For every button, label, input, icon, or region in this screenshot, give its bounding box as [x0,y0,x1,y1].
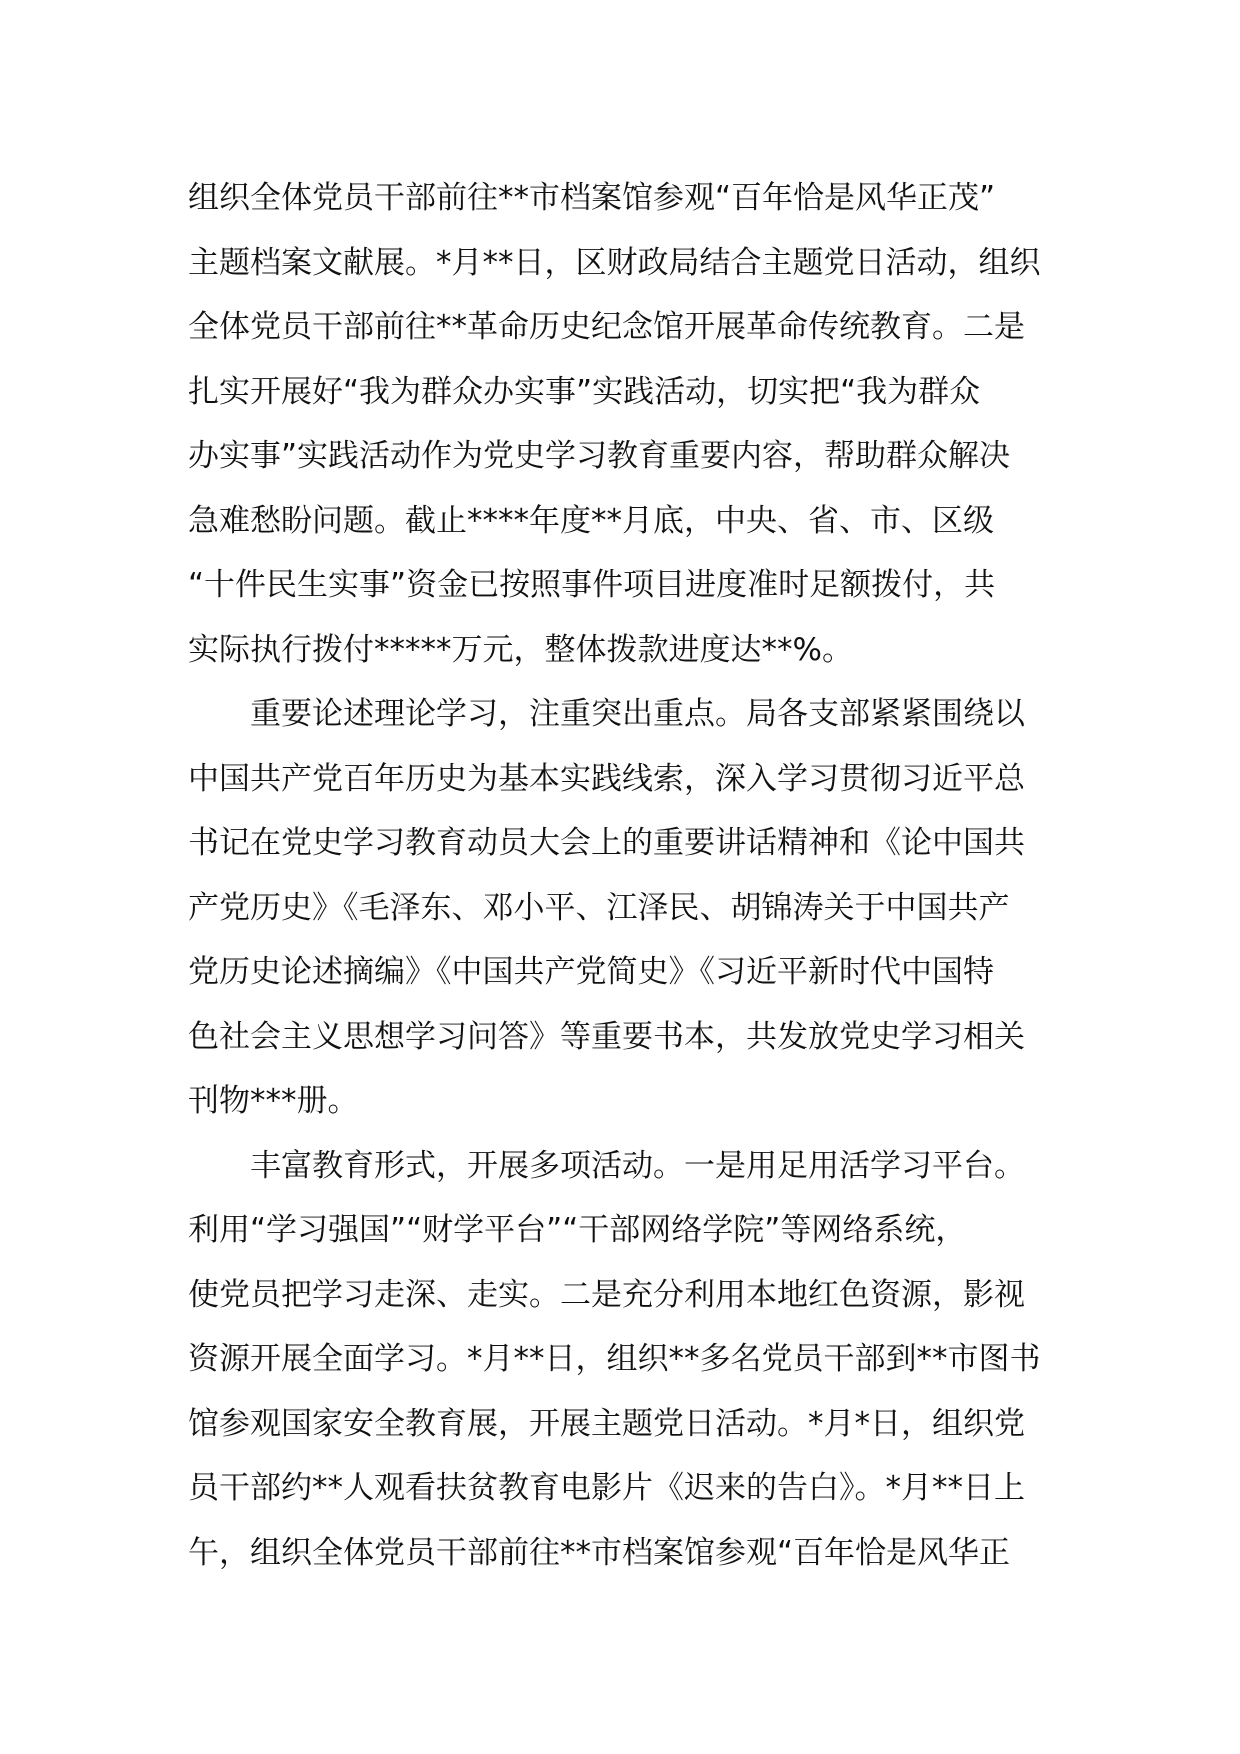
paragraph-line: 主题档案文献展。*月**日，区财政局结合主题党日活动，组织 [188,244,1041,281]
paragraph-line: 使党员把学习走深、走实。二是充分利用本地红色资源，影视 [188,1276,1025,1313]
paragraph-line: 馆参观国家安全教育展，开展主题党日活动。*月*日，组织党 [188,1405,1025,1442]
paragraph-line: 全体党员干部前往**革命历史纪念馆开展革命传统教育。二是 [188,309,1025,345]
paragraph-line: “十件民生实事”资金已按照事件项目进度准时足额拨付，共 [188,567,996,603]
paragraph-line: 中国共产党百年历史为基本实践线索，深入学习贯彻习近平总 [188,760,1025,797]
paragraph-line: 午，组织全体党员干部前往**市档案馆参观“百年恰是风华正 [188,1534,1011,1571]
paragraph-line: 办实事”实践活动作为党史学习教育重要内容，帮助群众解决 [188,438,1011,474]
paragraph-line: 员干部约**人观看扶贫教育电影片《迟来的告白》。*月**日上 [188,1470,1025,1506]
paragraph-line: 利用“学习强国”“财学平台”“干部网络学院”等网络系统， [188,1212,967,1248]
paragraph-line: 书记在党史学习教育动员大会上的重要讲话精神和《论中国共 [188,825,1025,861]
paragraph-line: 刊物***册。 [188,1083,359,1119]
document-body [188,166,1060,1585]
paragraph-line: 党历史论述摘编》《中国共产党简史》《习近平新时代中国特 [188,954,994,990]
paragraph-line: 资源开展全面学习。*月**日，组织**多名党员干部到**市图书 [188,1341,1041,1377]
paragraph-line: 实际执行拨付*****万元，整体拨款进度达**%。 [188,631,853,668]
paragraph-line: 组织全体党员干部前往**市档案馆参观“百年恰是风华正茂” [188,180,996,216]
paragraph-line: 扎实开展好“我为群众办实事”实践活动，切实把“我为群众 [188,373,981,410]
paragraph-3 [188,1134,1060,1586]
paragraph-line: 重要论述理论学习，注重突出重点。局各支部紧紧围绕以 [250,696,1025,732]
paragraph-line: 急难愁盼问题。截止****年度**月底，中央、省、市、区级 [188,502,994,539]
paragraph-1 [188,166,1060,682]
paragraph-2 [188,682,1060,1134]
paragraph-line: 色社会主义思想学习问答》等重要书本，共发放党史学习相关 [188,1018,1025,1055]
paragraph-line: 产党历史》《毛泽东、邓小平、江泽民、胡锦涛关于中国共产 [188,889,1010,926]
paragraph-line: 丰富教育形式，开展多项活动。一是用足用活学习平台。 [250,1147,1025,1184]
